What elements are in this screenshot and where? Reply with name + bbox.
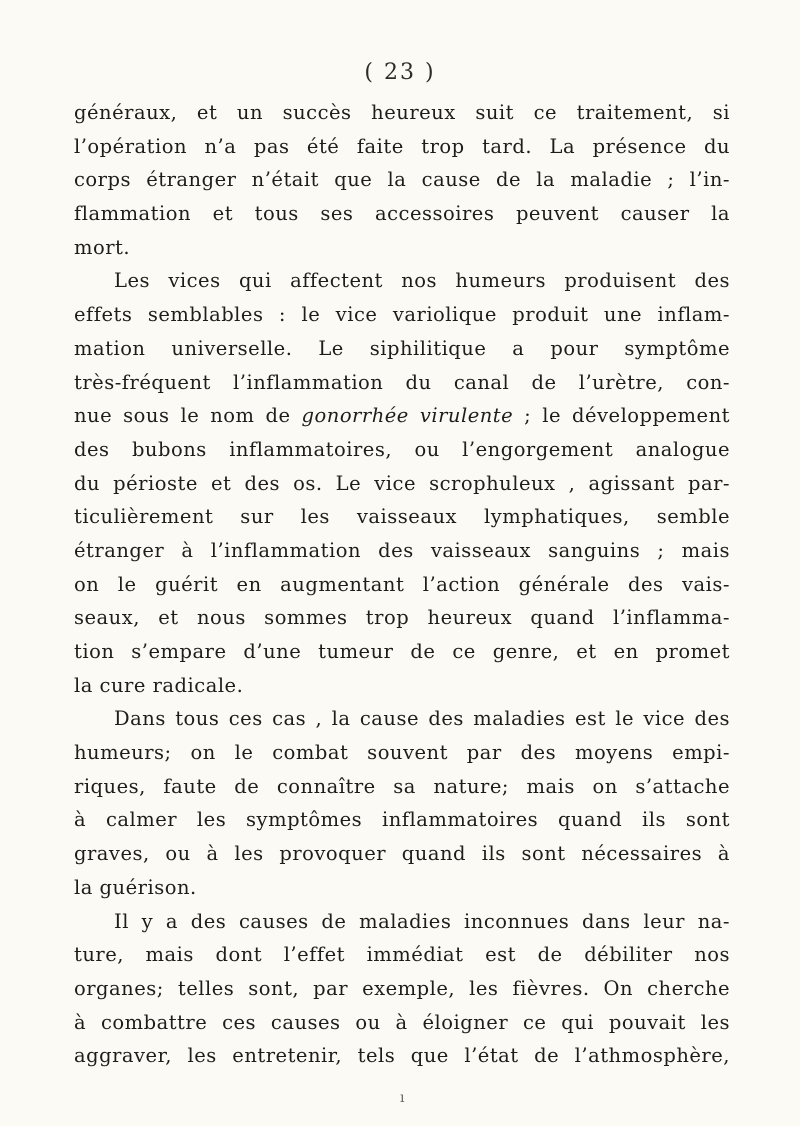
text-line: à calmer les symptômes inflammatoires quand ils sont bbox=[74, 808, 730, 832]
text-segment: ; le développement bbox=[513, 404, 730, 428]
text-line: aggraver, les entretenir, tels que l’état de l’athmosphère, bbox=[74, 1044, 730, 1068]
text-line: graves, ou à les provoquer quand ils sont nécessaires à bbox=[74, 842, 730, 866]
text-line: mation universelle. Le siphilitique a pour symptôme bbox=[74, 336, 730, 360]
stray-ink-mark: ı bbox=[400, 1090, 405, 1106]
text-line: mort. bbox=[74, 235, 131, 259]
page-number: ( 23 ) bbox=[364, 60, 436, 85]
text-line: à combattre ces causes ou à éloigner ce qui pouvait les bbox=[74, 1010, 730, 1034]
text-line: la guérison. bbox=[74, 875, 197, 899]
text-line: on le guérit en augmentant l’action générale des vais- bbox=[74, 572, 730, 596]
text-line: organes; telles sont, par exemple, les fièvres. On cherche bbox=[74, 976, 730, 1000]
text-line: ticulièrement sur les vaisseaux lymphatiques, semble bbox=[74, 505, 730, 529]
text-line: très-fréquent l’inflammation du canal de l’urètre, con- bbox=[74, 370, 730, 394]
text-line: effets semblables : le vice variolique produit une inflam- bbox=[74, 303, 730, 327]
text-line: étranger à l’inflammation des vaisseaux sanguins ; mais bbox=[74, 538, 730, 562]
text-line: du périoste et des os. Le vice scrophuleux , agissant par- bbox=[74, 471, 730, 495]
body-text bbox=[74, 96, 730, 1073]
text-line: corps étranger n’était que la cause de la maladie ; l’in- bbox=[74, 168, 730, 192]
text-line: des bubons inflammatoires, ou l’engorgement analogue bbox=[74, 437, 730, 461]
text-line: la cure radicale. bbox=[74, 673, 244, 697]
text-line-with-italic bbox=[74, 399, 730, 433]
text-line: Il y a des causes de maladies inconnues dans leur na- bbox=[114, 909, 730, 933]
text-line: riques, faute de connaître sa nature; mais on s’attache bbox=[74, 774, 730, 798]
text-segment: nue sous le nom de bbox=[74, 404, 302, 428]
text-line: ture, mais dont l’effet immédiat est de débiliter nos bbox=[74, 943, 730, 967]
text-line: flammation et tous ses accessoires peuvent causer la bbox=[74, 202, 730, 226]
text-line: l’opération n’a pas été faite trop tard. La présence du bbox=[74, 134, 730, 158]
text-line: seaux, et nous sommes trop heureux quand l’inflamma- bbox=[74, 606, 730, 630]
text-line: humeurs; on le combat souvent par des moyens empi- bbox=[74, 741, 730, 765]
text-line: tion s’empare d’une tumeur de ce genre, et en promet bbox=[74, 640, 730, 663]
text-line: généraux, et un succès heureux suit ce traitement, si bbox=[74, 101, 730, 124]
italic-term: gonorrhée virulente bbox=[301, 404, 514, 428]
text-line: Les vices qui affectent nos humeurs produisent des bbox=[114, 269, 730, 293]
text-line: Dans tous ces cas , la cause des maladies est le vice des bbox=[114, 707, 730, 731]
